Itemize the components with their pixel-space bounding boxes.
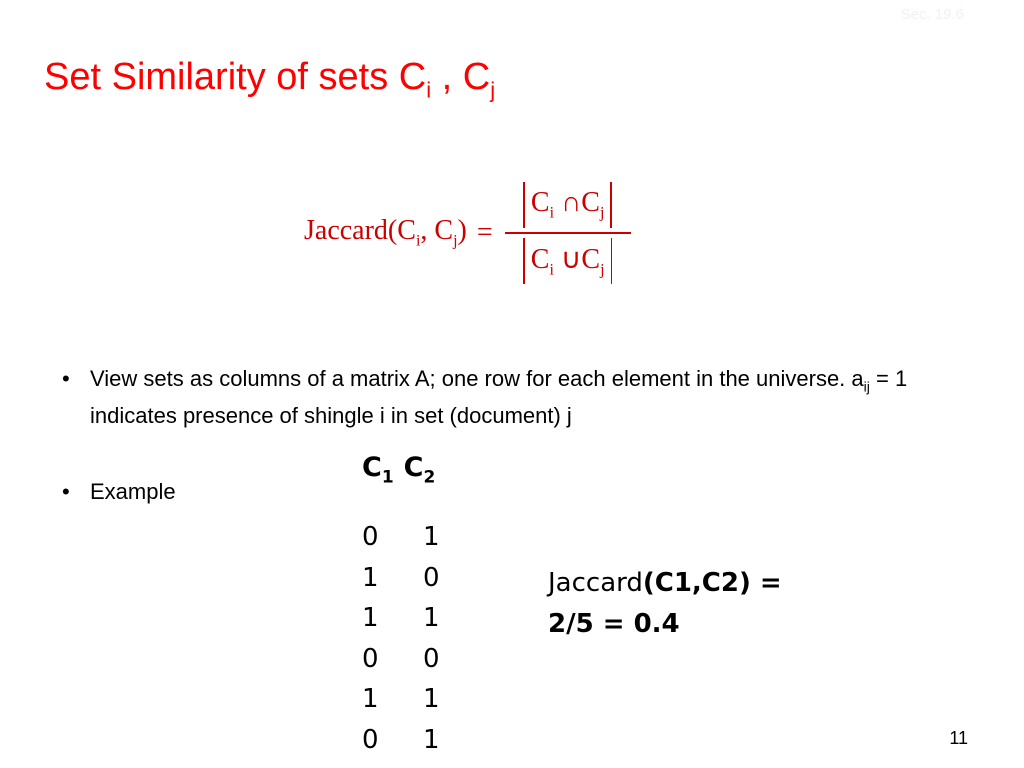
jaccard-result [548, 563, 782, 645]
result-label: Jaccard [548, 568, 643, 598]
col1-label: C [362, 452, 382, 483]
num-sub-j: j [599, 204, 605, 222]
den-sub-i: i [549, 261, 554, 279]
result-value: 2/5 = 0.4 [548, 609, 680, 639]
bullet-list [62, 364, 962, 507]
den-c2: C [581, 243, 601, 275]
formula-numerator [521, 182, 614, 228]
bullet-dot: • [62, 479, 70, 505]
matrix-cell: 0 [362, 522, 379, 552]
matrix-cell: 1 [423, 603, 440, 633]
title-sub-j: j [490, 77, 496, 103]
section-label: Sec. 19.6 [900, 6, 964, 23]
formula-lhs-sub-j: j [453, 232, 458, 250]
abs-bar-right [610, 182, 612, 228]
matrix-cell: 0 [423, 562, 440, 593]
matrix-cell: 1 [362, 603, 379, 633]
matrix-col2-header [403, 452, 436, 488]
page-number: 11 [949, 728, 968, 748]
matrix-cell: 0 [423, 643, 440, 674]
matrix-header [362, 452, 435, 487]
matrix-row [362, 603, 484, 644]
abs-bar-right [611, 238, 613, 284]
col1-sub: 1 [381, 467, 394, 488]
bullet-sub-ij: ij [863, 378, 870, 395]
formula-lhs-comma: , C [420, 214, 454, 246]
matrix-row [362, 725, 484, 766]
intersection-expr [525, 187, 611, 223]
matrix-col1-header [362, 452, 394, 488]
matrix-cell: 1 [423, 522, 440, 552]
matrix-row [362, 563, 484, 604]
matrix-row [362, 684, 484, 725]
matrix-cell: 0 [362, 643, 379, 674]
bullet-dot: • [62, 366, 70, 391]
bullet-item-matrix [62, 364, 962, 431]
formula-lhs-close: ) [457, 214, 467, 246]
matrix-cell: 1 [362, 562, 379, 593]
bullet-example-text: Example [90, 479, 176, 505]
formula-fraction [505, 182, 631, 284]
result-args: (C1,C2) = [642, 568, 782, 598]
matrix-cell: 1 [362, 684, 379, 714]
result-line-1 [548, 563, 782, 604]
intersection-symbol: ∩ [561, 187, 582, 219]
matrix-row [362, 522, 484, 563]
title-middle: , C [431, 56, 491, 98]
col2-label: C [403, 452, 424, 483]
num-c1: C [530, 187, 550, 219]
formula-lhs-func: Jaccard(C [304, 214, 416, 246]
matrix-row [362, 644, 484, 685]
matrix-cell: 1 [423, 684, 440, 714]
title-prefix: Set Similarity of sets C [44, 56, 427, 98]
fraction-line [505, 232, 631, 234]
union-expr [525, 242, 611, 280]
jaccard-formula [304, 182, 631, 284]
formula-lhs-sub-i: i [415, 232, 421, 250]
num-c2: C [581, 187, 600, 219]
col2-sub: 2 [423, 467, 436, 488]
bullet-item-example [62, 477, 962, 507]
matrix-cell: 0 [362, 724, 379, 755]
formula-equals: = [476, 216, 493, 248]
den-sub-j: j [600, 261, 605, 279]
den-c1: C [530, 243, 550, 275]
num-sub-i: i [549, 204, 555, 222]
formula-lhs [304, 215, 467, 251]
formula-denominator [521, 238, 614, 284]
shingle-matrix [362, 522, 484, 765]
title-sub-i: i [426, 77, 432, 103]
slide-title [44, 56, 495, 104]
bullet-text-1: View sets as columns of a matrix A; one row for each element in the universe. a [90, 366, 864, 391]
union-symbol: ∪ [560, 243, 582, 275]
bullet-text-2: = 1 indicates presence of shingle i in set (document) j [90, 366, 908, 429]
matrix-cell: 1 [423, 724, 440, 755]
